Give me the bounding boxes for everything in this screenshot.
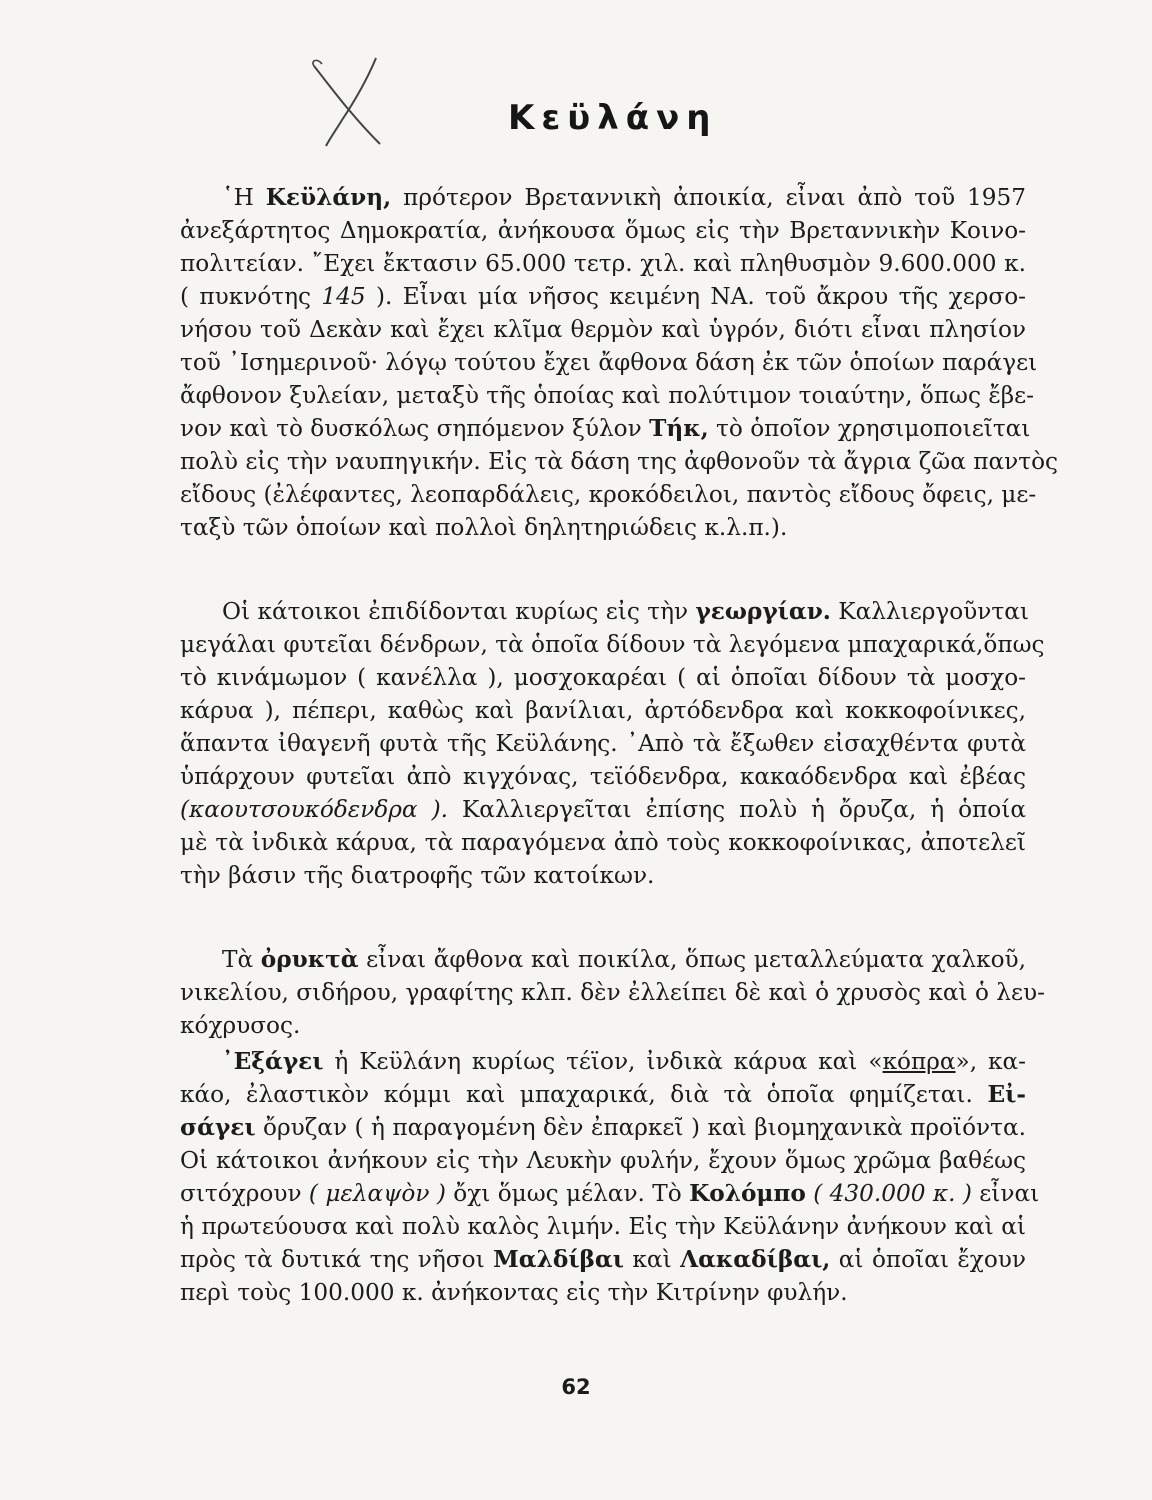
paragraph-1: ῾Η Κεϋλάνη, πρότερον Βρεταννικὴ ἀποικία, εἶναι ἀπὸ τοῦ 1957 ἀνεξάρτητος Δημοκρατία, ἀνήκουσα ὅμως εἰς τὴν Βρεταννικὴν Κοινο- πολιτείαν. ῎Εχει ἔκτασιν 65.000 τετρ. χιλ. καὶ πληθυσμὸν 9.600.000 κ. ( πυκνότης 145 ). Εἶναι μία νῆσος κειμένη ΝΑ. τοῦ ἄκρου τῆς χερσο- νήσου τοῦ Δεκὰν καὶ ἔχει κλῖμα θερμὸν καὶ ὑγρόν, διότι εἶναι πλησίον τοῦ ᾿Ισημερινοῦ· λόγῳ τούτου ἔχει ἄφθονα δάση ἐκ τῶν ὁποίων παράγει ἄφθονον ξυλείαν, μεταξὺ τῆς ὁποίας καὶ πολύτιμον τοιαύτην, ὅπως ἔβε- νον καὶ τὸ δυσκόλως σηπόμενον ξύλον Τήκ, τὸ ὁποῖον χρησιμοποιεῖται πολὺ εἰς τὴν ναυπηγικήν. Εἰς τὰ δάση της ἀφθονοῦν τὰ ἄγρια ζῶα παντὸς εἴδους (ἐλέφαντες, λεοπαρδάλεις, κροκόδειλοι, παντὸς εἴδους ὄφεις, με- ταξὺ τῶν ὁποίων καὶ πολλοὶ δηλητηριώδεις κ.λ.π.). — [180, 184, 1059, 541]
pencil-x-mark — [300, 52, 400, 154]
paragraph-3: Τὰ ὀρυκτὰ εἶναι ἄφθονα καὶ ποικίλα, ὅπως μεταλλεύματα χαλκοῦ, νικελίου, σιδήρου, γραφίτης κλπ. δὲν ἐλλείπει δὲ καὶ ὁ χρυσὸς καὶ ὁ λευ- κόχρυσος. — [180, 946, 1045, 1039]
paragraph-2: Οἱ κάτοικοι ἐπιδίδονται κυρίως εἰς τὴν γεωργίαν. Καλλιεργοῦνται μεγάλαι φυτεῖαι δένδρων, τὰ ὁποῖα δίδουν τὰ λεγόμενα μπαχαρικά,ὅπως τὸ κινάμωμον ( κανέλλα ), μοσχοκαρέαι ( αἱ ὁποῖαι δίδουν τὰ μοσχο- κάρυα ), πέπερι, καθὼς καὶ βανίλιαι, ἀρτόδενδρα καὶ κοκκοφοίνικες, ἅπαντα ἰθαγενῆ φυτὰ τῆς Κεϋλάνης. ᾿Απὸ τὰ ἔξωθεν εἰσαχθέντα φυτὰ ὑπάρχουν φυτεῖαι ἀπὸ κιγχόνας, τεϊόδενδρα, κακαόδενδρα καὶ ἐβέας (καουτσουκόδενδρα ). Καλλιεργεῖται ἐπίσης πολὺ ἡ ὄρυζα, ἡ ὁποία μὲ τὰ ἰνδικὰ κάρυα, τὰ παραγόμενα ἀπὸ τοὺς κοκκοφοίνικας, ἀποτελεῖ τὴν βάσιν τῆς διατροφῆς τῶν κατοίκων. — [180, 598, 1045, 889]
page-number: 62 — [561, 1375, 591, 1399]
paragraph-4: ᾿Εξάγει ἡ Κεϋλάνη κυρίως τέϊον, ἰνδικὰ κάρυα καὶ «κόπρα», κα- κάο, ἐλαστικὸν κόμμι καὶ μπαχαρικά, διὰ τὰ ὁποῖα φημίζεται. Εἰ- σάγει ὄρυζαν ( ἡ παραγομένη δὲν ἐπαρκεῖ ) καὶ βιομηχανικὰ προϊόντα. Οἱ κάτοικοι ἀνήκουν εἰς τὴν Λευκὴν φυλήν, ἔχουν ὅμως χρῶμα βαθέως σιτόχρουν ( μελαψὸν ) ὄχι ὅμως μέλαν. Τὸ Κολόμπο ( 430.000 κ. ) εἶναι ἡ πρωτεύουσα καὶ πολὺ καλὸς λιμήν. Εἰς τὴν Κεϋλάνην ἀνήκουν καὶ αἱ πρὸς τὰ δυτικά της νῆσοι Μαλδίβαι καὶ Λακαδίβαι, αἱ ὁποῖαι ἔχουν περὶ τοὺς 100.000 κ. ἀνήκοντας εἰς τὴν Κιτρίνην φυλήν. — [180, 1048, 1040, 1306]
page-title: Κεϋλάνη — [508, 98, 718, 138]
